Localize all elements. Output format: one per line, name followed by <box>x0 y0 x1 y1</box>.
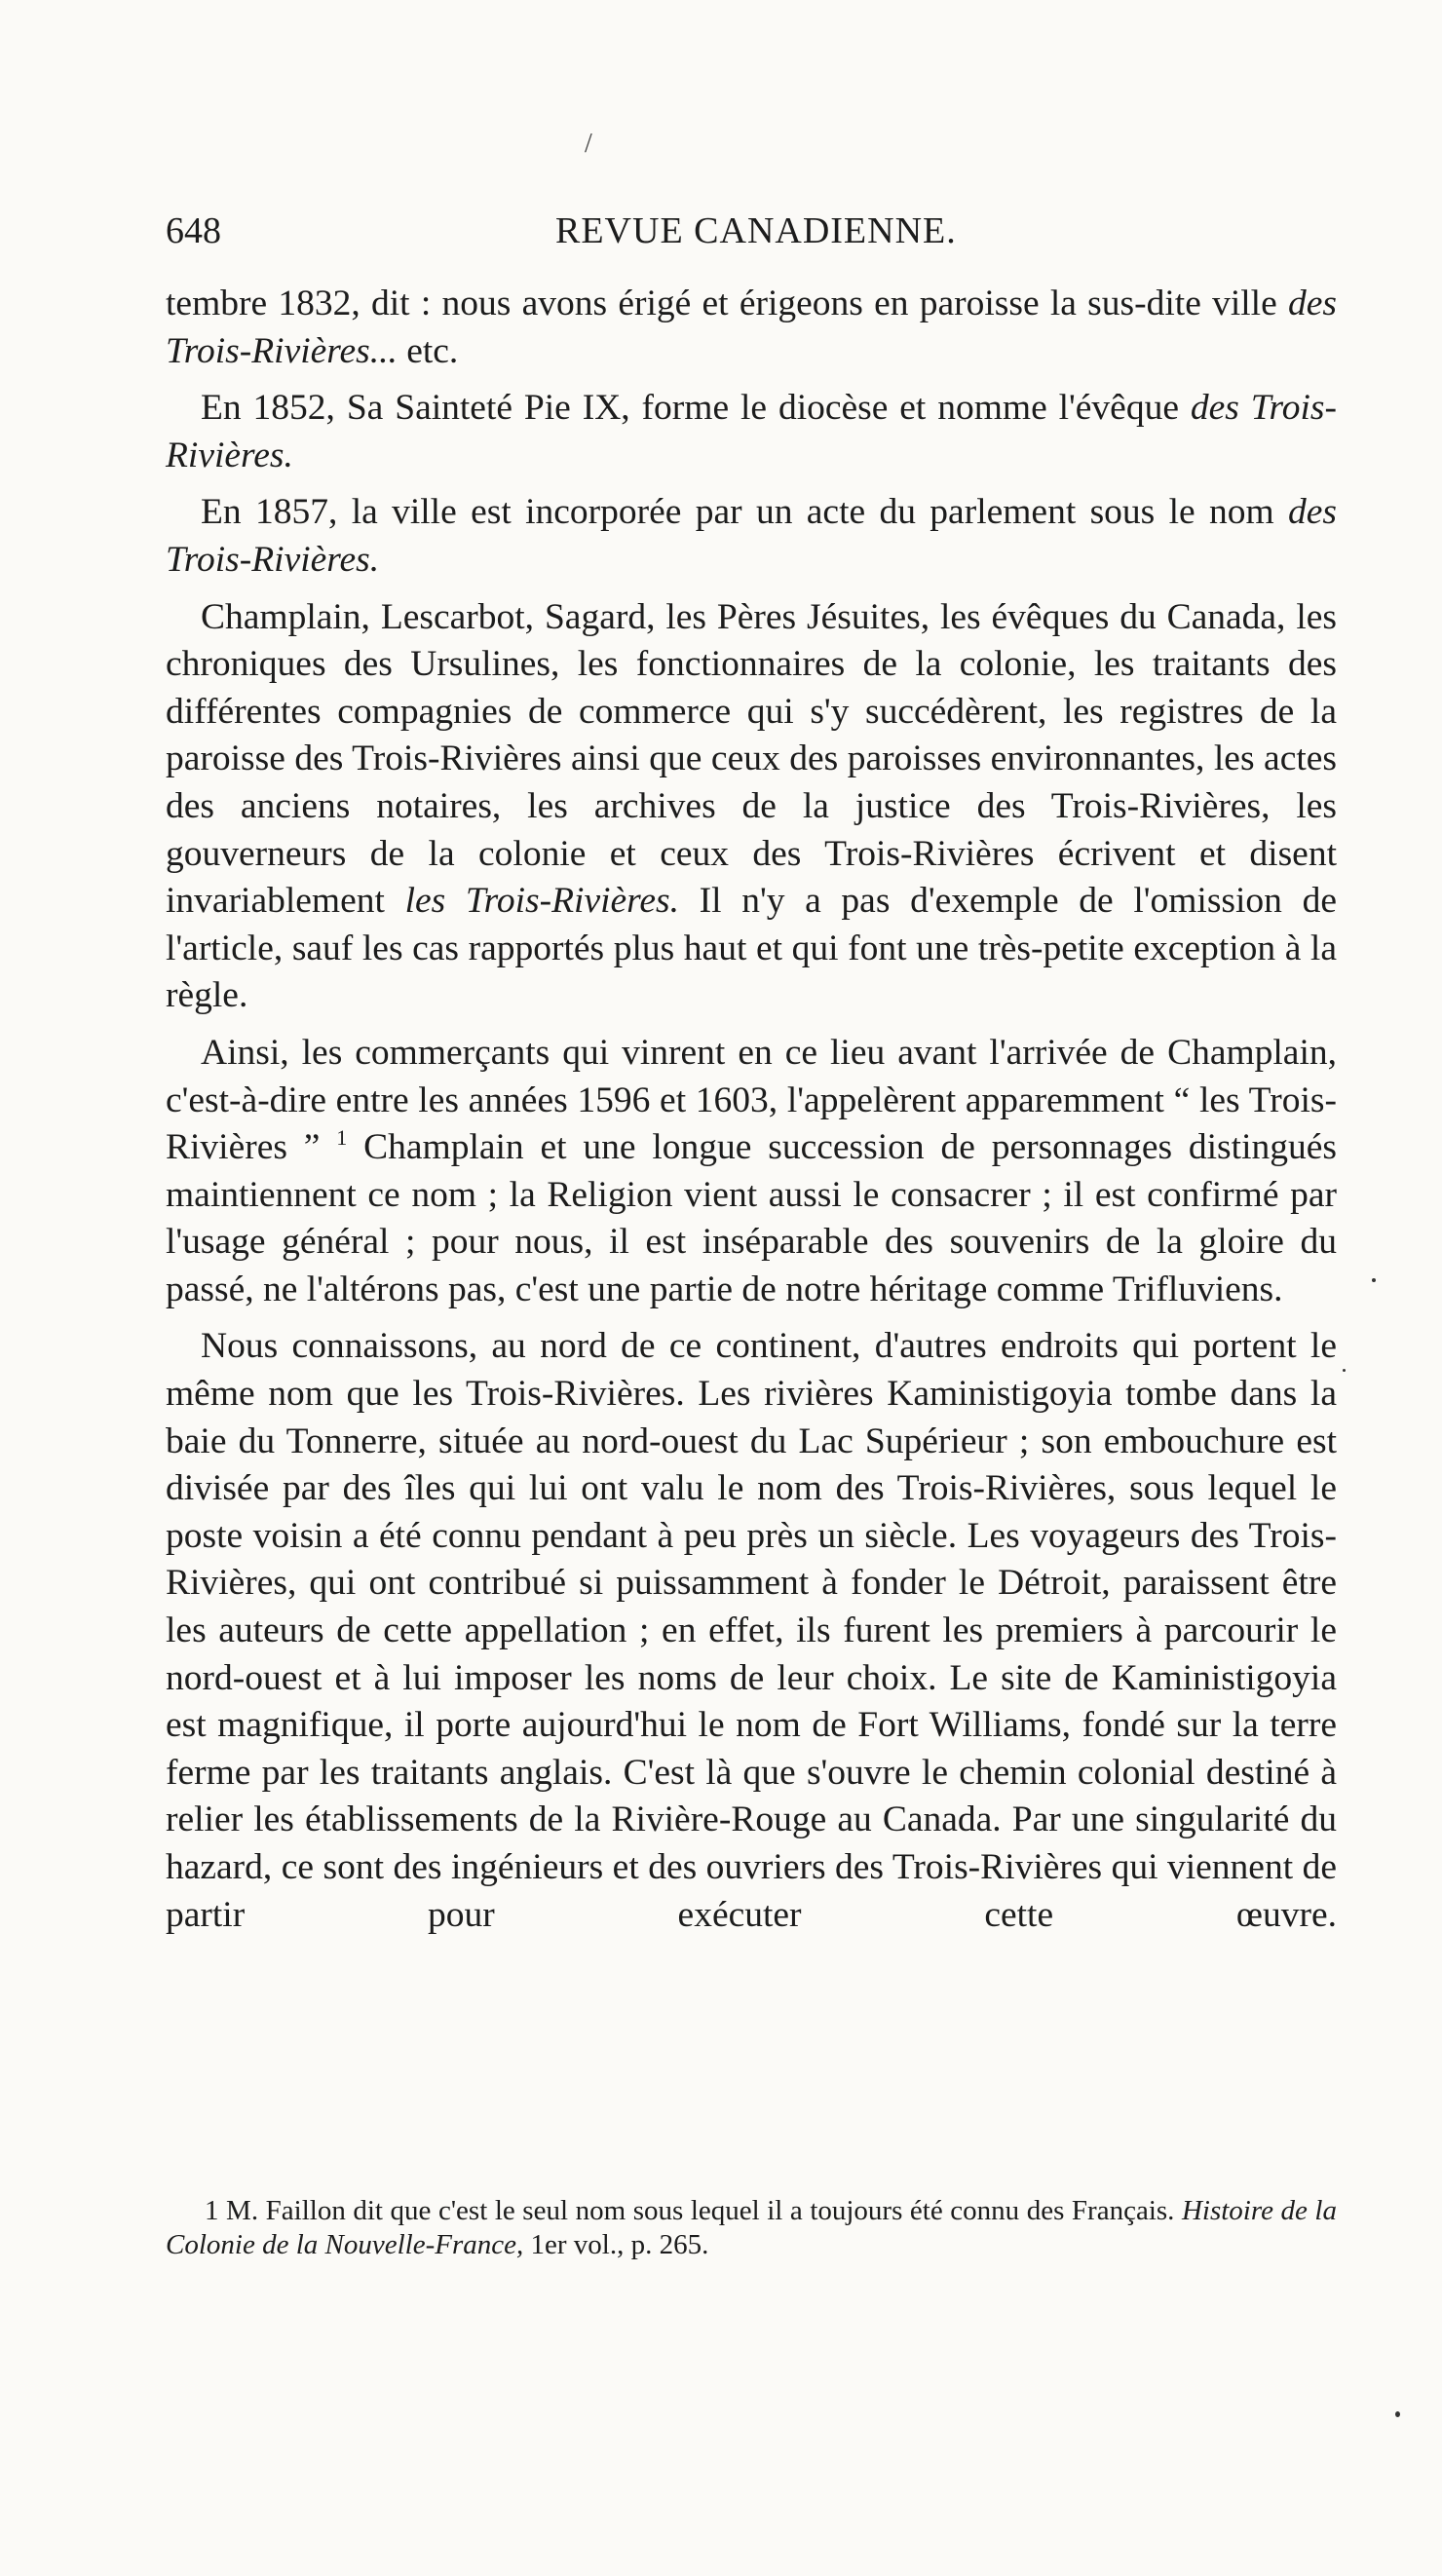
paragraph <box>166 281 1337 375</box>
paragraph <box>166 1030 1337 1314</box>
print-speck <box>1395 2411 1400 2417</box>
text-segment: 1er vol., p. 265. <box>523 2229 709 2260</box>
italic-text: Histoire de la Colonie de la Nouvelle-France, <box>166 2195 1337 2260</box>
text-segment: Champlain, Lescarbot, Sagard, les Pères Jésuites, les évêques du Canada, les chroniques des Ursulines, les fonctionnaires de la colonie, les traitants des différentes compagnies de commerce qui s'y succédèrent, les registres de la paroisse des Trois-Rivières ainsi que ceux des paroisses environnantes, les actes des anciens notaires, les archives de la justice des Trois-Rivières, les gouverneurs de la colonie et ceux des Trois-Rivières écrivent et disent invariablement <box>166 596 1337 922</box>
italic-text: des Trois-Rivières. <box>166 492 1337 580</box>
text-segment: Nous connaissons, au nord de ce continent, d'autres endroits qui portent le même nom que les Trois-Rivières. Les rivières Kaministigoyia tombe dans la baie du Tonnerre, située au nord-ouest du Lac Supérieur ; son embouchure est divisée par des îles qui lui ont valu le nom des Trois-Rivières, sous lequel le poste voisin a été connu pendant à peu près un siècle. Les voyageurs des Trois-Rivières, qui ont contribué si puissamment à fonder le Détroit, paraissent être les auteurs de cette appellation ; en effet, ils furent les premiers à parcourir le nord-ouest et à lui imposer les noms de leur choix. Le site de Kaministigoyia est magnifique, il porte aujourd'hui le nom de Fort Williams, fondé sur la terre ferme par les traitants anglais. C'est là que s'ouvre le chemin colonial destiné à relier les établissements de la Rivière-Rouge au Canada. Par une singularité du hazard, ce sont des ingénieurs et des ouvriers des Trois-Rivières qui viennent de partir pour exécuter cette œuvre. <box>166 1326 1337 1935</box>
footnote-ref: 1 <box>336 1125 348 1151</box>
text-segment: 1 M. Faillon dit que c'est le seul nom sous lequel il a toujours été connu des Français. <box>205 2195 1182 2226</box>
text-segment: Il n'y a pas d'exemple de l'omission de l'article, sauf les cas rapportés plus haut et qui font une très-petite exception à la règle. <box>166 881 1337 1016</box>
text-segment: etc. <box>397 330 459 371</box>
paragraph <box>166 489 1337 584</box>
text-segment: tembre 1832, dit : nous avons érigé et érigeons en paroisse la sus-dite ville <box>166 284 1288 323</box>
footnote <box>166 2194 1337 2262</box>
page-header <box>166 209 1315 258</box>
running-title: REVUE CANADIENNE. <box>555 210 957 251</box>
print-speck <box>1372 1278 1376 1282</box>
print-speck <box>1343 1369 1346 1372</box>
italic-text: les Trois-Rivières. <box>404 881 679 922</box>
text-segment: En 1852, Sa Sainteté Pie IX, forme le diocèse et nomme l'évêque <box>201 388 1191 429</box>
text-segment: En 1857, la ville est incorporée par un acte du parlement sous le nom <box>201 492 1288 533</box>
footnote-text <box>166 2194 1337 2262</box>
paragraph <box>166 594 1337 1020</box>
italic-text: des Trois-Rivières. <box>166 388 1337 475</box>
page-number: 648 <box>166 210 221 251</box>
text-segment: Ainsi, les commerçants qui vinrent en ce lieu avant l'arrivée de Champlain, c'est-à-dire entre les années 1596 et 1603, l'appelèrent apparemment “ les Trois-Rivières ” <box>166 1032 1337 1168</box>
body-text <box>166 281 1337 1949</box>
text-segment: Champlain et une longue succession de personnages distingués maintiennent ce nom ; la Religion vient aussi le consacrer ; il est confirmé par l'usage général ; pour nous, il est inséparable des souvenirs de la gloire du passé, ne l'altérons pas, c'est une partie de notre héritage comme Trifluviens. <box>166 1127 1337 1309</box>
paragraph <box>166 385 1337 479</box>
paragraph <box>166 1323 1337 1939</box>
italic-text: des Trois-Rivières... <box>166 284 1337 371</box>
stray-mark: / <box>585 129 592 159</box>
